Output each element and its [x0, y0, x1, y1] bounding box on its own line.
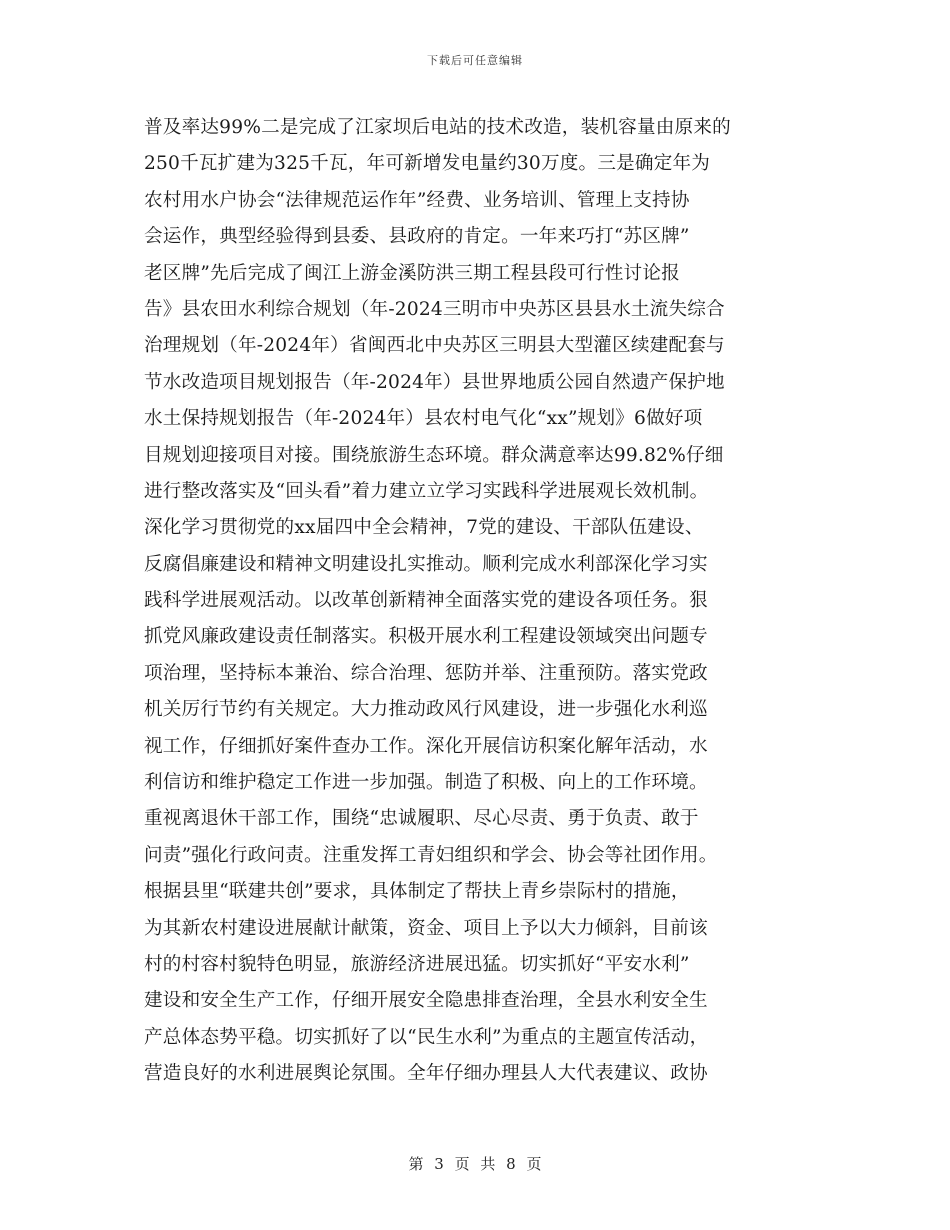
text-line: 250千瓦扩建为325千瓦，年可新增发电量约30万度。三是确定年为 — [144, 153, 711, 175]
text-line: 视工作，仔细抓好案件查办工作。深化开展信访积案化解年活动，水 — [144, 735, 708, 757]
text-line: 会运作，典型经验得到县委、县政府的肯定。一年来巧打“苏区牌” — [144, 226, 690, 248]
text-line: 抓党风廉政建设责任制落实。积极开展水利工程建设领域突出问题专 — [144, 626, 708, 648]
page-header: 下载后可任意编辑 — [427, 54, 523, 67]
text-line: 产总体态势平稳。切实抓好了以“民生水利”为重点的主题宣传活动， — [144, 1026, 709, 1048]
text-line: 项治理，坚持标本兼治、综合治理、惩防并举、注重预防。落实党政 — [144, 662, 708, 684]
text-line: 节水改造项目规划报告（年-2024年）县世界地质公园自然遗产保护地 — [144, 371, 725, 393]
text-line: 利信访和维护稳定工作进一步加强。制造了积极、向上的工作环境。 — [144, 772, 708, 794]
text-line: 践科学进展观活动。以改革创新精神全面落实党的建设各项任务。狠 — [144, 590, 708, 612]
text-line: 治理规划（年-2024年）省闽西北中央苏区三明县大型灌区续建配套与 — [144, 335, 725, 357]
body-text — [144, 110, 814, 1093]
text-line: 深化学习贯彻党的xx届四中全会精神，7党的建设、干部队伍建设、 — [144, 517, 704, 539]
text-line: 村的村容村貌特色明显，旅游经济进展迅猛。切实抓好“平安水利” — [144, 953, 690, 975]
text-line: 根据县里“联建共创”要求，具体制定了帮扶上青乡崇际村的措施， — [144, 881, 690, 903]
text-line: 农村用水户协会“法律规范运作年”经费、业务培训、管理上支持协 — [144, 189, 690, 211]
text-line: 重视离退休干部工作，围绕“忠诚履职、尽心尽责、勇于负责、敢于 — [144, 808, 699, 830]
text-line: 普及率达99%二是完成了江家坝后电站的技术改造，装机容量由原来的 — [144, 117, 731, 138]
text-line: 反腐倡廉建设和精神文明建设扎实推动。顺利完成水利部深化学习实 — [144, 553, 708, 575]
text-line: 为其新农村建设进展献计献策，资金、项目上予以大力倾斜，目前该 — [144, 917, 708, 939]
text-line: 目规划迎接项目对接。围绕旅游生态环境。群众满意率达99.82%仔细 — [144, 444, 724, 466]
text-line: 机关厉行节约有关规定。大力推动政风行风建设，进一步强化水利巡 — [144, 699, 708, 721]
text-line: 进行整改落实及“回头看”着力建立立学习实践科学进展观长效机制。 — [144, 480, 709, 502]
text-line: 营造良好的水利进展舆论氛围。全年仔细办理县人大代表建议、政协 — [144, 1063, 708, 1085]
page-footer: 第 3 页 共 8 页 — [408, 1155, 542, 1173]
text-line: 问责”强化行政问责。注重发挥工青妇组织和学会、协会等社团作用。 — [144, 844, 718, 866]
text-line: 水土保持规划报告（年-2024年）县农村电气化“xx”规划》6做好项 — [144, 408, 703, 430]
text-line: 告》县农田水利综合规划（年-2024三明市中央苏区县县水土流失综合 — [144, 298, 725, 320]
text-line: 建设和安全生产工作，仔细开展安全隐患排查治理，全县水利安全生 — [144, 990, 708, 1012]
text-line: 老区牌”先后完成了闽江上游金溪防洪三期工程县段可行性讨论报 — [144, 262, 680, 284]
